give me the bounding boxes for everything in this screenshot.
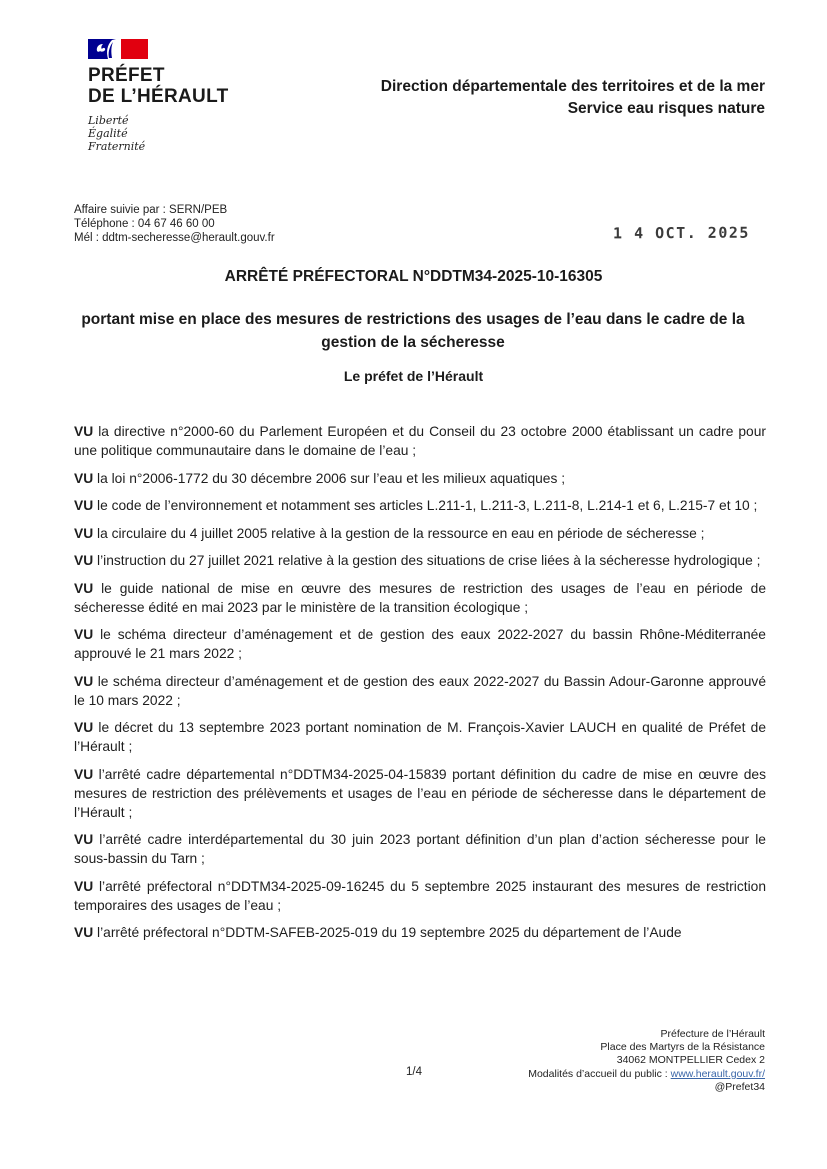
vu-paragraph [74,923,766,942]
direction-line: Direction départementale des territoires et de la mer [380,78,765,95]
vu-text: le code de l’environnement et notamment ses articles L.211-1, L.211-3, L.211-8, L.214-1 et 6, L.215-7 et 10 ; [97,498,758,513]
prefet-logo [88,38,228,153]
motto-liberte: Liberté [88,114,129,127]
vu-text: l’arrêté préfectoral n°DDTM-SAFEB-2025-019 du 19 septembre 2025 du département de l’Aude [97,925,682,940]
vu-lead: VU [74,424,94,439]
footer-city: 34062 MONTPELLIER Cedex 2 [616,1054,765,1067]
vu-text: l’instruction du 27 juillet 2021 relative à la gestion des situations de crise liées à la sécheresse hydrologique ; [97,553,761,568]
vu-lead: VU [74,720,94,735]
vu-text: la directive n°2000-60 du Parlement Européen et du Conseil du 23 octobre 2000 établissant un cadre pour une politique communautaire dans le domaine de l’eau ; [74,424,766,458]
vu-text: le guide national de mise en œuvre des mesures de restriction des usages de l’eau en période de sécheresse édité en mai 2023 par le ministère de la transition écologique ; [74,580,767,615]
footer-public-info [528,1068,765,1081]
contact-email: Mél : ddtm-secheresse@herault.gouv.fr [74,232,275,244]
vu-lead: VU [74,580,94,596]
footer-prefecture-name: Préfecture de l’Hérault [660,1028,765,1040]
vu-paragraph [74,718,766,756]
republic-motto [88,114,228,153]
motto-egalite: Égalité [88,127,128,140]
vu-paragraph [74,625,766,663]
prefecture-website-link[interactable]: www.herault.gouv.fr/ [670,1067,765,1080]
vu-text: l’arrêté préfectoral n°DDTM34-2025-09-16245 du 5 septembre 2025 instaurant des mesures de restriction temporaires des usages de l’eau ; [74,878,766,913]
vu-lead: VU [74,498,94,513]
footer-social-handle: @Prefet34 [714,1080,765,1093]
contact-case-officer: Affaire suivie par : SERN/PEB [74,204,228,216]
footer-street: Place des Martyrs de la Résistance [600,1041,765,1054]
vu-paragraph [74,524,766,543]
french-flag-marianne-icon [88,38,148,60]
vu-lead: VU [74,525,94,541]
vu-lead: VU [74,470,94,486]
vu-paragraph [74,496,766,515]
service-line: Service eau risques nature [567,100,765,117]
vu-text: l’arrêté cadre interdépartemental du 30 juin 2023 portant définition d’un plan d’action sécheresse pour le sous-bassin du Tarn ; [74,832,766,866]
contact-phone: Téléphone : 04 67 46 60 00 [74,218,215,230]
vu-text: le schéma directeur d’aménagement et de gestion des eaux 2022-2027 du bassin Rhône-Méditerranée approuvé le 21 mars 2022 ; [74,627,766,661]
document-subtitle: portant mise en place des mesures de restrictions des usages de l’eau dans le cadre de la gestion de la sécheresse [81,311,745,351]
document-body [74,422,766,942]
vu-text: le schéma directeur d’aménagement et de gestion des eaux 2022-2027 du Bassin Adour-Garonne approuvé le 10 mars 2022 ; [74,673,766,708]
vu-lead: VU [74,766,94,782]
vu-text: la circulaire du 4 juillet 2005 relative à la gestion de la ressource en eau en période de sécheresse ; [97,525,705,541]
vu-paragraph [74,672,766,710]
footer-public-info-label: Modalités d’accueil du public : [528,1067,671,1080]
vu-text: le décret du 13 septembre 2023 portant nomination de M. François-Xavier LAUCH en qualité de Préfet de l’Hérault ; [74,720,766,754]
date-stamp: 1 4 OCT. 2025 [612,223,750,243]
vu-lead: VU [74,878,94,894]
vu-text: l’arrêté cadre départemental n°DDTM34-2025-04-15839 portant définition du cadre de mise en œuvre des mesures de restriction des prélèvements et usages de l’eau en période de sécheresse dans le département de l’Hérault ; [74,766,766,820]
motto-fraternite: Fraternité [88,140,146,153]
issuing-service-header [381,76,765,120]
vu-paragraph [74,422,766,460]
vu-lead: VU [74,925,94,940]
page-number: 1/4 [406,1066,422,1078]
vu-paragraph [74,469,766,488]
vu-paragraph [74,877,766,915]
vu-text: la loi n°2006-1772 du 30 décembre 2006 sur l’eau et les milieux aquatiques ; [97,470,566,486]
vu-lead: VU [74,832,94,847]
vu-paragraph [74,579,766,617]
vu-lead: VU [74,553,94,568]
vu-paragraph [74,551,766,570]
footer-address-block [528,1028,765,1094]
vu-lead: VU [74,627,94,642]
vu-paragraph [74,765,766,822]
logo-prefet-line: PRÉFET [88,65,165,86]
vu-lead: VU [74,673,94,689]
logo-departement-line: DE L’HÉRAULT [88,86,229,107]
contact-block [74,203,275,245]
document-title: ARRÊTÉ PRÉFECTORAL N°DDTM34-2025-10-16305 [224,268,603,285]
vu-paragraph [74,830,766,868]
issuer-line: Le préfet de l’Hérault [343,368,484,384]
